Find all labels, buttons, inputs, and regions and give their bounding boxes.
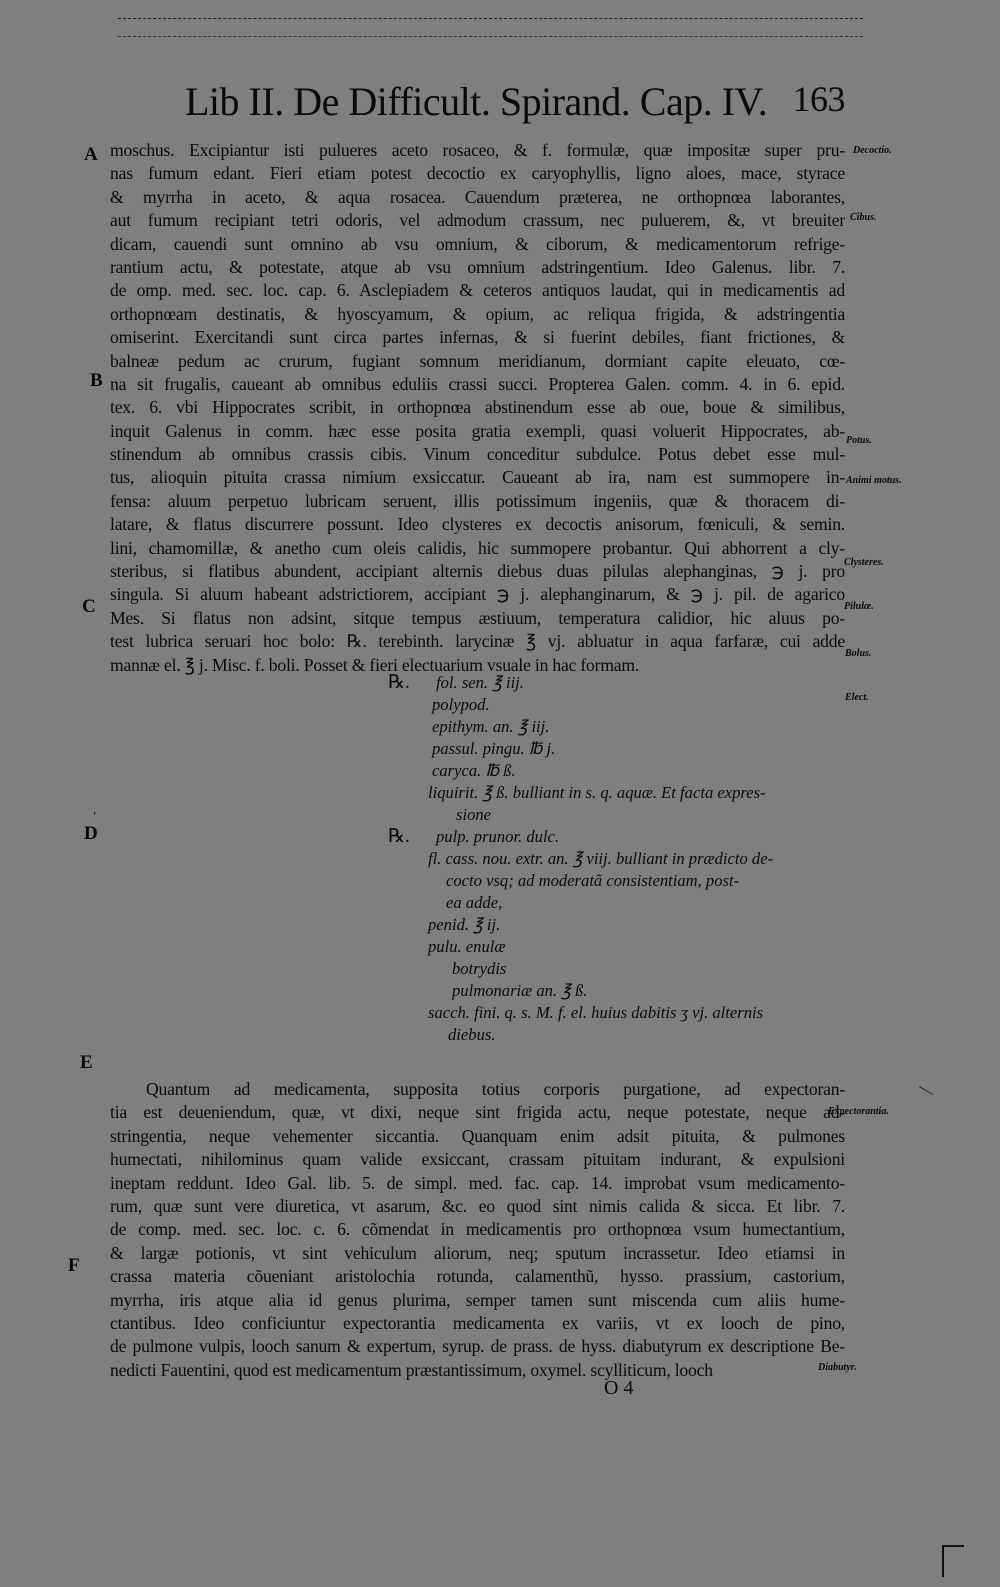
text-line: steribus, si flatibus abundent, accipiant alternis diebus duas pilulas alephanginas, ℈ j. pro	[110, 561, 845, 582]
page-header	[185, 78, 845, 128]
text-line: Mes. Si flatus non adsint, sitque tempus æstiuum, temperatura calidior, hic aluus po-	[110, 607, 845, 628]
recipe-text: caryca. ℔ ß.	[432, 761, 516, 780]
margin-note-animi-motus: Animi motus.	[846, 475, 902, 486]
margin-note-cibus: Cibus.	[850, 212, 877, 223]
text-line: lini, chamomillæ, & anetho cum oleis calidis, hic summopere probantur. Qui abhorrent a cly-	[110, 537, 845, 558]
text-line: mannæ el. ℥ j. Misc. f. boli. Posset & fieri electuarium vsuale in hac formam.	[110, 654, 640, 675]
recipe-line	[388, 694, 848, 716]
margin-note-decoctio: Decoctio.	[853, 145, 892, 156]
text-line: stinendum ab omnibus crassis cibis. Vinum conceditur subdulce. Potus debet esse mul-	[110, 444, 845, 465]
recipe-line	[388, 870, 848, 892]
recipe-text: fl. cass. nou. extr. an. ℥ viij. bulliant in prædicto de-	[428, 849, 774, 868]
text-line: nas fumum edant. Fieri etiam potest decoctio ex caryophyllis, ligno aloes, mace, styrace	[110, 163, 845, 184]
text-line: omiserint. Exercitandi sunt circa partes infernas, & si fuerint debiles, fiant frictiones, &	[110, 327, 845, 348]
top-rule-2	[118, 36, 863, 37]
text-line: ineptam reddunt. Ideo Gal. lib. 5. de simpl. med. fac. cap. 14. improbat vsum medicamento-	[110, 1172, 845, 1193]
section-letter-b: B	[90, 370, 103, 391]
recipe-text: cocto vsq; ad moderatã consistentiam, post-	[446, 871, 740, 890]
corner-mark	[942, 1545, 964, 1577]
text-line: rum, quæ sunt vere diuretica, vt asarum, &c. eo quod sint nimis calida & sicca. Et libr. 7.	[110, 1195, 845, 1216]
paragraph-2	[110, 1078, 845, 1382]
text-line: inquit Galenus in comm. hæc esse posita gratia exempli, quasi voluerit Hippocrates, ab-	[110, 420, 845, 441]
recipe-block	[388, 672, 848, 1046]
text-line: test lubrica seruari hoc bolo: ℞. terebinth. larycinæ ℥ vj. abluatur in aqua farfaræ, cui adde	[110, 631, 845, 652]
recipe-line	[388, 848, 848, 870]
text-line: de comp. med. sec. loc. c. 6. cõmendat in medicamentis pro orthopnœa vsum humectantium,	[110, 1219, 845, 1240]
text-line: aut fumum recipiant tetri odoris, vel admodum crassum, nec puluerem, &, vt breuiter	[110, 210, 845, 231]
text-line: fensa: aluum perpetuo lubricam seruent, illis potissimum ingeniis, quæ & thoracem di-	[110, 490, 845, 511]
recipe-text: sacch. fini. q. s. M. f. el. huius dabitis ʒ vj. alternis	[428, 1003, 764, 1022]
margin-note-diabutyr: Diabutyr.	[818, 1362, 857, 1373]
margin-note-clysteres: Clysteres.	[844, 557, 884, 568]
recipe-line	[388, 980, 848, 1002]
paragraph-1	[110, 139, 845, 677]
recipe-text: fol. sen. ℥ iij.	[436, 673, 524, 692]
recipe-text: passul. pingu. ℔ j.	[432, 739, 556, 758]
text-line: crassa materia cõueniant aristolochia rotunda, calamenthũ, hysso. prassium, castorium,	[110, 1266, 845, 1287]
text-line: tex. 6. vbi Hippocrates scribit, in orthopnœa abstinendum esse ab oue, boue & similibus,	[110, 397, 845, 418]
text-line: rantium actu, & potestate, atque ab vsu omnium adstringentium. Ideo Galenus. libr. 7.	[110, 256, 845, 277]
recipe-line	[388, 804, 848, 826]
recipe-line	[388, 826, 848, 848]
recipe-line	[388, 672, 848, 694]
text-line: tus, alioquin pituita crassa nimium exsiccatur. Caueant ab ira, nam est summopere in-	[110, 467, 845, 488]
text-line: balneæ pedum ac crurum, fugiant somnum meridianum, dormiant capite eleuato, cœ-	[110, 350, 845, 371]
recipe-text: penid. ℥ ij.	[428, 915, 501, 934]
recipe-text: epithym. an. ℥ iij.	[432, 717, 550, 736]
section-letter-f: F	[68, 1255, 80, 1276]
recipe-line	[388, 1024, 848, 1046]
text-line: de omp. med. sec. loc. cap. 6. Asclepiadem & ceteros antiquos laudat, qui in medicamentis ad	[110, 280, 845, 301]
margin-note-bolus: Bolus.	[845, 648, 872, 659]
section-letter-d: D	[84, 823, 98, 844]
recipe-line	[388, 760, 848, 782]
text-line: na sit frugalis, caueant ab omnibus eduliis crassi succi. Propterea Galen. comm. 4. in 6. epid.	[110, 373, 845, 394]
margin-note-elect: Elect.	[845, 692, 869, 703]
recipe-line	[388, 738, 848, 760]
stray-dash	[919, 1086, 933, 1095]
recipe-text: ea adde,	[446, 893, 503, 912]
text-line: stringentia, neque vehementer siccantia. Quanquam enim adsit pituita, & pulmones	[110, 1125, 845, 1146]
section-letter-c: C	[82, 596, 96, 617]
top-rule	[118, 18, 863, 19]
stray-mark: ˌ	[92, 798, 98, 815]
recipe-line	[388, 958, 848, 980]
running-title: Lib II. De Difficult. Spirand. Cap. IV.	[185, 79, 768, 124]
signature-mark: O 4	[604, 1377, 634, 1399]
section-letter-a: A	[84, 144, 98, 165]
text-line: tia est deueniendum, quæ, vt dixi, neque sint frigida actu, neque potestate, neque ad-	[110, 1102, 845, 1123]
recipe-line	[388, 892, 848, 914]
recipe-line	[388, 782, 848, 804]
recipe-line	[388, 1002, 848, 1024]
recipe-text: polypod.	[432, 695, 490, 714]
text-line: myrrha, iris atque alia id genus plurima, semper tamen sunt miscenda cum aliis hume-	[110, 1289, 845, 1310]
recipe-text: botrydis	[452, 959, 507, 978]
text-line: nedicti Fauentini, quod est medicamentum præstantissimum, oxymel. scylliticum, looch	[110, 1359, 713, 1380]
text-line: humectati, nihilominus quam valide exsiccant, crassam pituitam indurant, & expulsioni	[110, 1149, 845, 1170]
recipe-text: pulp. prunor. dulc.	[436, 827, 560, 846]
text-line: dicam, cauendi sunt omnino ab vsu omnium, & ciborum, & medicamentorum refrige-	[110, 233, 845, 254]
text-line: Quantum ad medicamenta, supposita totius corporis purgatione, ad expectoran-	[146, 1079, 845, 1099]
margin-note-pilulae: Pilulæ.	[844, 601, 874, 612]
recipe-line	[388, 914, 848, 936]
recipe-line	[388, 716, 848, 738]
page-number: 163	[792, 79, 845, 119]
recipe-symbol: ℞.	[388, 826, 410, 847]
text-line: & largæ potionis, vt sint vehiculum aliorum, neq; sputum incrassetur. Ideo etiamsi in	[110, 1242, 845, 1263]
recipe-text: pulu. enulæ	[428, 937, 506, 956]
text-line: singula. Si aluum habeant adstrictiorem, accipiant ℈ j. alephanginarum, & ℈ j. pil. de agarico	[110, 584, 845, 605]
section-letter-e: E	[80, 1052, 93, 1073]
text-line: ctantibus. Ideo conficiuntur expectorantia medicamenta ex variis, vt ex looch de pino,	[110, 1312, 845, 1333]
text-line: moschus. Excipiantur isti pulueres aceto rosaceo, & f. formulæ, quæ impositæ super pru-	[110, 140, 845, 160]
text-line: orthopnœam destinatis, & hyoscyamum, & opium, ac reliqua frigida, & adstringentia	[110, 303, 845, 324]
recipe-text: liquirit. ℥ ß. bulliant in s. q. aquæ. Et facta expres-	[428, 783, 766, 802]
text-line: de pulmone vulpis, looch sanum & expertum, syrup. de prass. de hyss. diabutyrum ex descriptione Be-	[110, 1336, 845, 1357]
margin-note-potus: Potus.	[846, 435, 872, 446]
text-line: latare, & flatus discurrere possunt. Ideo clysteres ex decoctis anisorum, fœniculi, & semin.	[110, 514, 845, 535]
recipe-text: sione	[456, 805, 492, 824]
margin-note-expectorantia: Expectorantia.	[828, 1106, 889, 1117]
recipe-symbol: ℞.	[388, 672, 410, 693]
recipe-text: pulmonariæ an. ℥ ß.	[452, 981, 588, 1000]
recipe-text: diebus.	[448, 1025, 496, 1044]
recipe-line	[388, 936, 848, 958]
text-line: & myrrha in aceto, & aqua rosacea. Cauendum præterea, ne orthopnœa laborantes,	[110, 186, 845, 207]
